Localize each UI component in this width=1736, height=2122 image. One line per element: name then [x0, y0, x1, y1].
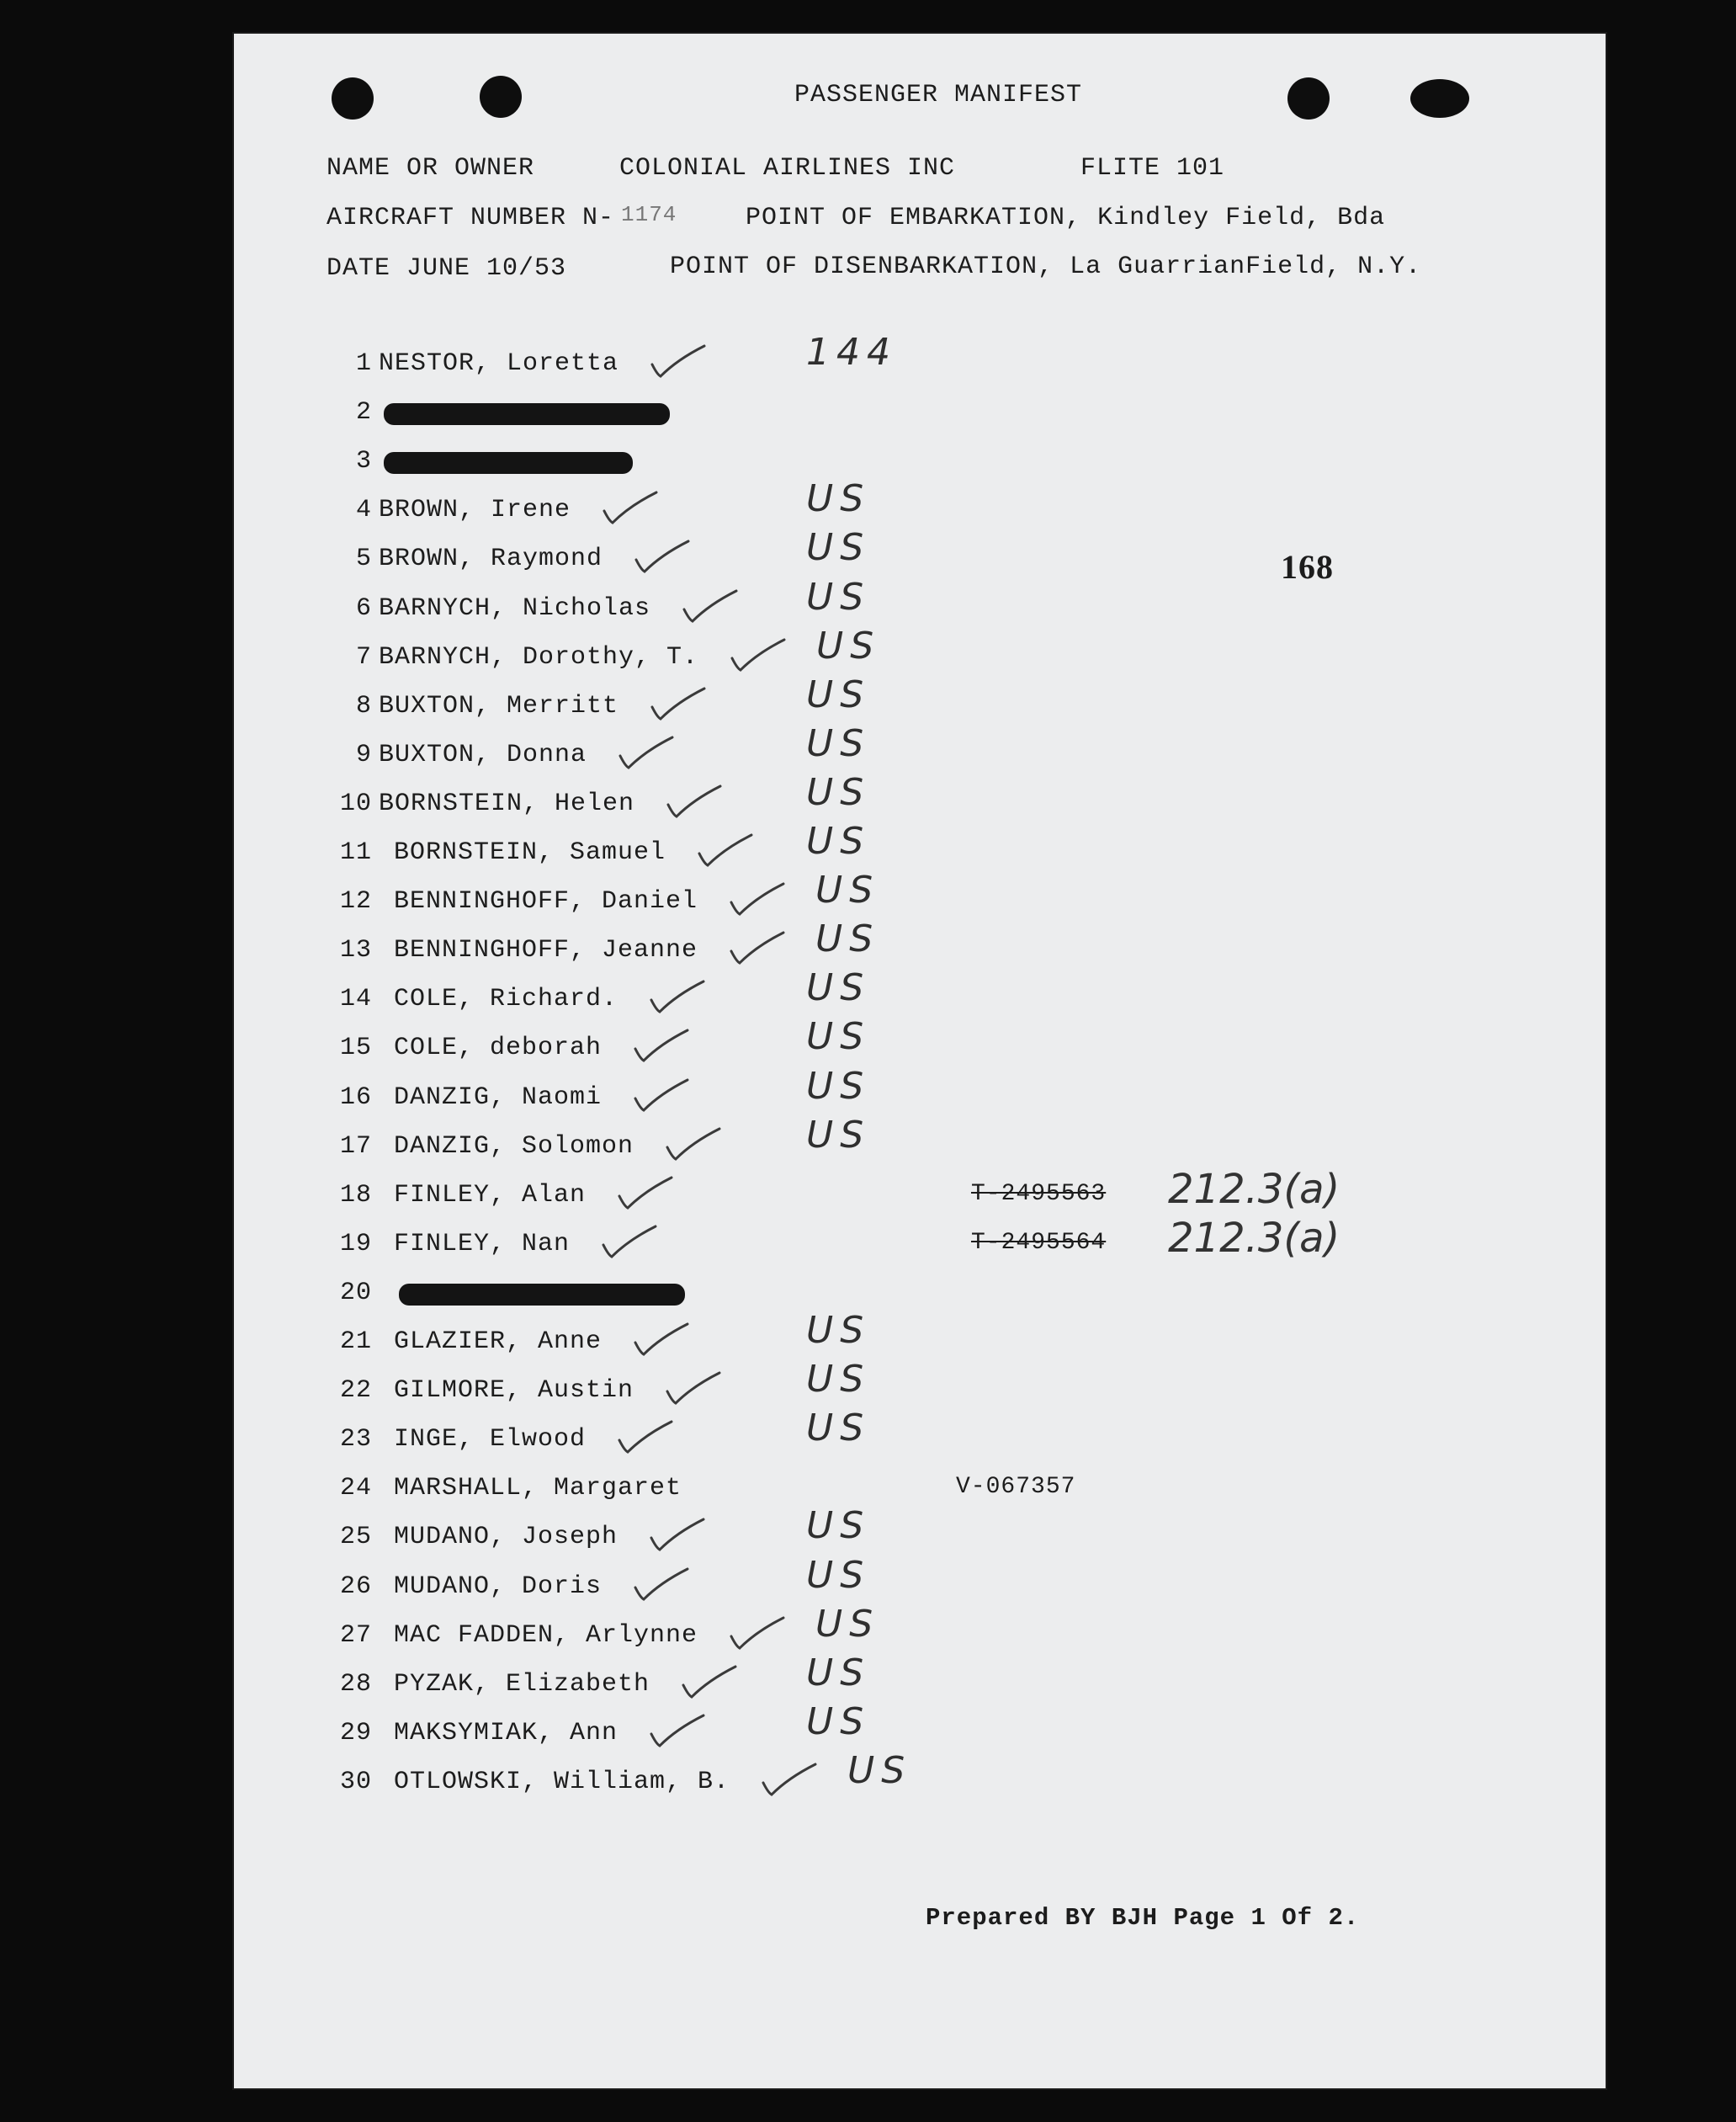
- checkmark-icon: [632, 1564, 691, 1603]
- us-citizen-mark: US: [806, 966, 871, 1009]
- punch-hole-right-1: [1287, 77, 1330, 120]
- us-citizen-mark: US: [815, 917, 880, 960]
- row-number: 15: [339, 1034, 372, 1062]
- us-citizen-mark: US: [806, 722, 871, 765]
- us-citizen-mark: US: [806, 1554, 871, 1597]
- manifest-title: PASSENGER MANIFEST: [794, 81, 1083, 109]
- us-citizen-mark: US: [815, 869, 880, 912]
- checkmark-icon: [648, 976, 707, 1015]
- checkmark-icon: [632, 1075, 691, 1114]
- redacted-name: [399, 1284, 685, 1306]
- us-citizen-mark: US: [806, 1651, 871, 1694]
- stamp-number: 168: [1281, 548, 1334, 586]
- redacted-name: [384, 452, 633, 474]
- us-citizen-mark: US: [806, 1700, 871, 1743]
- checkmark-icon: [633, 536, 692, 575]
- checkmark-icon: [616, 1173, 675, 1211]
- us-citizen-mark: US: [847, 1749, 912, 1792]
- passenger-name: BARNYCH, Dorothy, T.: [379, 643, 699, 672]
- manifest-date: DATE JUNE 10/53: [326, 254, 567, 283]
- row-number: 8: [355, 692, 372, 721]
- checkmark-icon: [648, 1710, 707, 1749]
- checkmark-icon: [728, 879, 787, 917]
- checkmark-icon: [632, 1025, 691, 1064]
- us-citizen-mark: US: [806, 771, 871, 814]
- passenger-name: MAC FADDEN, Arlynne: [394, 1621, 698, 1650]
- row-number: 6: [355, 594, 372, 623]
- disembarkation: POINT OF DISENBARKATION, La GuarrianField, N.Y.: [670, 253, 1422, 281]
- row-number: 21: [339, 1327, 372, 1356]
- row-number: 14: [339, 985, 372, 1013]
- passenger-name: BORNSTEIN, Samuel: [394, 838, 666, 867]
- row-number: 1: [355, 349, 372, 378]
- row-number: 16: [339, 1083, 372, 1112]
- us-citizen-mark: US: [806, 1504, 871, 1547]
- us-citizen-mark: US: [806, 477, 871, 520]
- checkmark-icon: [728, 928, 787, 966]
- checkmark-icon: [648, 1514, 707, 1553]
- row-number: 23: [339, 1425, 372, 1454]
- passenger-name: BARNYCH, Nicholas: [379, 594, 651, 623]
- us-citizen-mark: US: [806, 820, 871, 863]
- punch-hole-left-1: [332, 77, 374, 120]
- passenger-name: INGE, Elwood: [394, 1425, 587, 1454]
- passenger-name: OTLOWSKI, William, B.: [394, 1768, 730, 1796]
- row-number: 13: [339, 936, 372, 965]
- row-number: 22: [339, 1376, 372, 1405]
- us-citizen-mark: US: [806, 1114, 871, 1157]
- us-citizen-mark: US: [806, 1015, 871, 1058]
- us-citizen-mark: US: [806, 576, 871, 619]
- passenger-name: FINLEY, Nan: [394, 1230, 571, 1258]
- row-number: 2: [355, 398, 372, 427]
- punch-hole-left-2: [480, 76, 522, 118]
- row-number: 20: [339, 1279, 372, 1307]
- us-citizen-mark: US: [806, 1309, 871, 1352]
- passenger-name: BENNINGHOFF, Jeanne: [394, 936, 698, 965]
- row-number: 11: [339, 838, 372, 867]
- embarkation: POINT OF EMBARKATION, Kindley Field, Bda: [746, 204, 1386, 232]
- checkmark-icon: [632, 1319, 691, 1358]
- passenger-name: COLE, deborah: [394, 1034, 603, 1062]
- row-number: 24: [339, 1474, 372, 1502]
- ticket-number: V-067357: [956, 1474, 1076, 1500]
- redacted-name: [384, 403, 670, 425]
- visa-code: 212.3(a): [1168, 1166, 1340, 1213]
- owner-value: COLONIAL AIRLINES INC: [619, 154, 956, 183]
- punch-hole-right-2: [1410, 79, 1469, 118]
- passenger-name: BROWN, Irene: [379, 496, 571, 524]
- passenger-name: DANZIG, Naomi: [394, 1083, 603, 1112]
- owner-label: NAME OR OWNER: [326, 154, 535, 183]
- checkmark-icon: [649, 683, 708, 722]
- row-number: 17: [339, 1132, 372, 1161]
- passenger-name: FINLEY, Alan: [394, 1181, 587, 1210]
- checkmark-icon: [664, 1368, 723, 1407]
- visa-code: 212.3(a): [1168, 1215, 1340, 1262]
- passenger-name: BUXTON, Merritt: [379, 692, 619, 721]
- checkmark-icon: [729, 635, 788, 673]
- passenger-name: BORNSTEIN, Helen: [379, 790, 635, 818]
- row-number: 3: [355, 447, 372, 476]
- us-citizen-mark: US: [806, 1407, 871, 1449]
- row-number: 29: [339, 1719, 372, 1747]
- passenger-name: BROWN, Raymond: [379, 545, 603, 573]
- row-number: 19: [339, 1230, 372, 1258]
- us-citizen-mark: US: [806, 673, 871, 716]
- passenger-name: NESTOR, Loretta: [379, 349, 619, 378]
- passenger-name: GILMORE, Austin: [394, 1376, 634, 1405]
- checkmark-icon: [728, 1613, 787, 1651]
- manifest-page: [234, 34, 1606, 2088]
- us-citizen-mark: US: [806, 526, 871, 569]
- row-number: 28: [339, 1670, 372, 1699]
- checkmark-icon: [664, 1124, 723, 1162]
- flight-number: FLITE 101: [1080, 154, 1225, 183]
- passenger-name: GLAZIER, Anne: [394, 1327, 603, 1356]
- us-citizen-mark: US: [806, 1065, 871, 1108]
- passenger-name: MUDANO, Joseph: [394, 1523, 618, 1551]
- passenger-name: PYZAK, Elizabeth: [394, 1670, 650, 1699]
- checkmark-icon: [665, 781, 724, 820]
- row-number: 5: [355, 545, 372, 573]
- passenger-name: MARSHALL, Margaret: [394, 1474, 682, 1502]
- row-number: 10: [339, 790, 372, 818]
- passenger-name: BENNINGHOFF, Daniel: [394, 887, 698, 916]
- row-number: 9: [355, 741, 372, 769]
- row-number: 4: [355, 496, 372, 524]
- checkmark-icon: [617, 732, 676, 771]
- row-number: 30: [339, 1768, 372, 1796]
- aircraft-value: 1174: [621, 202, 677, 227]
- prepared-by-footer: Prepared BY BJH Page 1 Of 2.: [926, 1904, 1360, 1932]
- checkmark-icon: [649, 341, 708, 380]
- us-citizen-mark: US: [806, 1358, 871, 1401]
- passenger-name: MUDANO, Doris: [394, 1572, 603, 1601]
- passenger-name: BUXTON, Donna: [379, 741, 587, 769]
- passenger-name: MAKSYMIAK, Ann: [394, 1719, 618, 1747]
- row-number: 12: [339, 887, 372, 916]
- checkmark-icon: [760, 1759, 819, 1798]
- passenger-name: DANZIG, Solomon: [394, 1132, 634, 1161]
- ticket-number: T-2495564: [971, 1230, 1107, 1256]
- row-number: 18: [339, 1181, 372, 1210]
- us-citizen-mark: US: [816, 625, 881, 667]
- checkmark-icon: [680, 1662, 739, 1700]
- passenger-name: COLE, Richard.: [394, 985, 618, 1013]
- row-number: 7: [355, 643, 372, 672]
- checkmark-icon: [696, 830, 755, 869]
- aircraft-label: AIRCRAFT NUMBER N-: [326, 204, 615, 232]
- row-number: 27: [339, 1621, 372, 1650]
- checkmark-icon: [601, 487, 660, 526]
- row-number: 26: [339, 1572, 372, 1601]
- ticket-number: T-2495563: [971, 1181, 1107, 1207]
- checkmark-icon: [616, 1417, 675, 1455]
- checkmark-icon: [600, 1221, 659, 1260]
- row-number: 25: [339, 1523, 372, 1551]
- us-citizen-mark: US: [815, 1603, 880, 1646]
- checkmark-icon: [681, 586, 740, 625]
- handwritten-mark: 144: [806, 331, 897, 374]
